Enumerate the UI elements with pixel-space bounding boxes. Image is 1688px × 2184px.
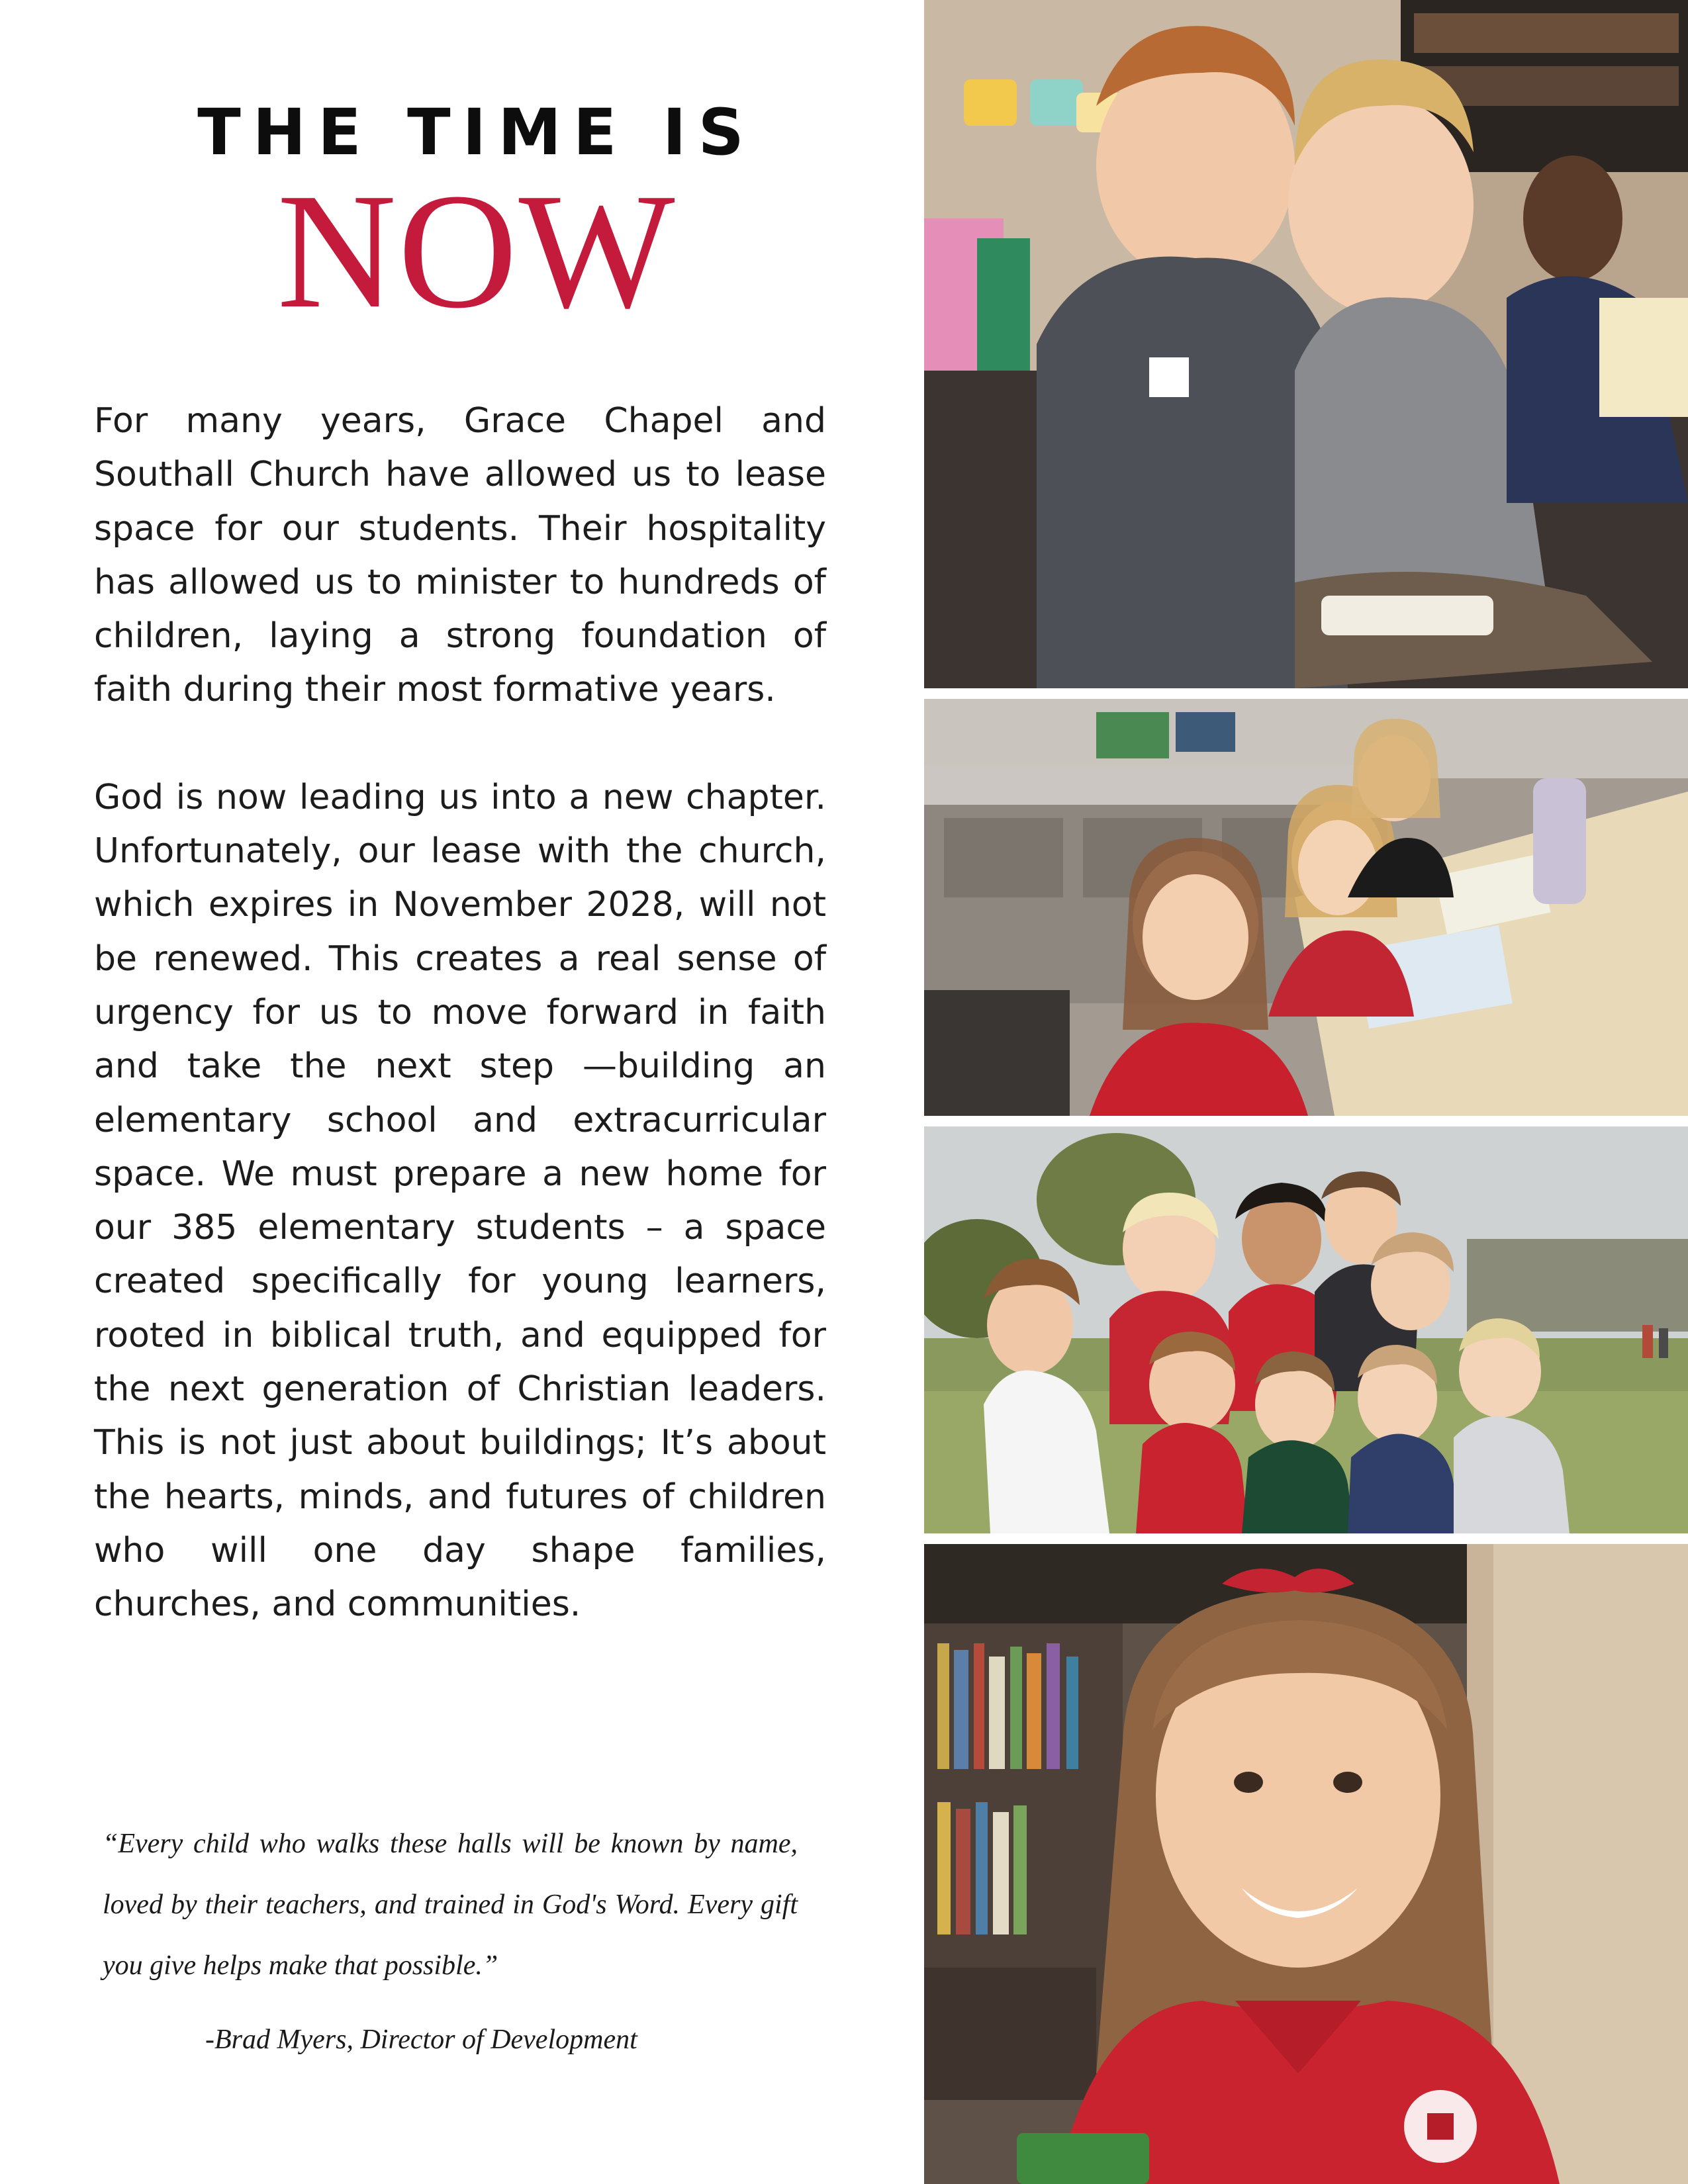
students-at-table-image	[924, 699, 1688, 1116]
girl-library-image	[924, 1544, 1688, 2184]
quote-attribution: -Brad Myers, Director of Development	[205, 2025, 637, 2055]
body-paragraph-2: God is now leading us into a new chapter. Unfortunately, our lease with the church, which expires in November 2028, will not be renewed. This creates a real sense of urgency for us to move forward in faith and take the next step —building an elementary school and extracurricular space. We must prepare a new home for our 385 elementary students – a space created specifically for young learners, rooted in biblical truth, and equipped for the next generation of Christian leaders. This is not just about buildings; It’s about the hearts, minds, and futures of children who will one day shape families, churches, and communities.	[94, 777, 826, 1625]
pull-quote: “Every child who walks these halls will be known by name, loved by their teachers, and trained in God's Word. Every gift you give helps make that possible.”	[103, 1829, 798, 1981]
headline-top-line: THE TIME IS	[197, 95, 756, 169]
body-paragraph-1: For many years, Grace Chapel and Southall Church have allowed us to lease space for our students. Their hospitality has allowed us to minister to hundreds of children, laying a strong foundation of faith during their most formative years.	[94, 401, 826, 710]
classroom-boys-photo	[924, 0, 1688, 688]
classroom-boys-image	[924, 0, 1688, 688]
students-at-table-photo	[924, 699, 1688, 1116]
body-copy	[94, 394, 826, 1632]
photo-column	[924, 0, 1688, 2184]
headline-emphasis: NOW	[277, 159, 677, 343]
group-outdoors-image	[924, 1126, 1688, 1533]
girl-library-photo	[924, 1544, 1688, 2184]
group-outdoors-photo	[924, 1126, 1688, 1533]
